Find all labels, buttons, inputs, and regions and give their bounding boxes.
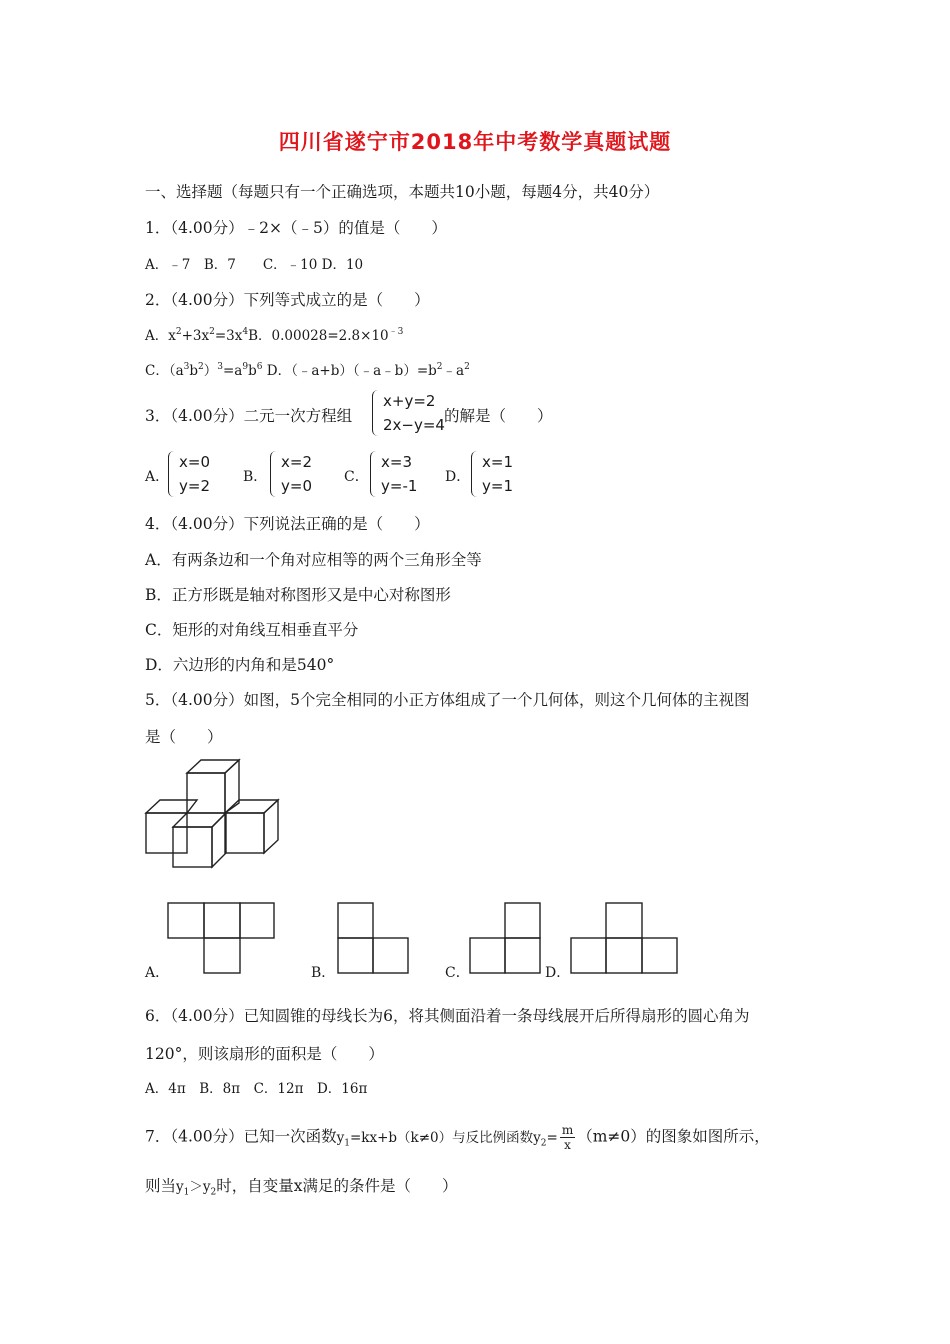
q7-stem-line1	[145, 1123, 770, 1152]
q5-option-a-figure	[166, 901, 276, 975]
q3-b-y: y=0	[281, 477, 312, 495]
front-cube-front-face	[173, 827, 212, 867]
top-cube-front-face	[187, 773, 225, 813]
q3-c-y: y=-1	[381, 477, 418, 495]
q3-a-y: y=2	[179, 477, 210, 495]
brace	[168, 451, 175, 497]
q7-text-b: （m≠0）的图象如图所示，	[577, 1127, 770, 1146]
q2-options-cd	[145, 359, 470, 379]
q6-options: A．4π B．8π C．12π D．16π	[145, 1081, 368, 1097]
q3-option-d	[471, 450, 513, 498]
page-title: 四川省遂宁市2018年中考数学真题试题	[278, 130, 672, 154]
q5-label-b: B．	[311, 965, 336, 981]
q3-d-x: x=1	[482, 453, 513, 471]
q7-fraction: $\frac{m}{x}$	[561, 1123, 574, 1152]
q5-label-d: D．	[545, 965, 571, 981]
square	[338, 903, 373, 938]
square	[642, 938, 677, 973]
right-cube-side-face	[264, 800, 278, 853]
q5-stem-line2: 是（ ）	[145, 728, 223, 746]
section-heading: 一、选择题（每题只有一个正确选项，本题共10小题，每题4分，共40分）	[145, 183, 660, 201]
front-cube-side-face	[212, 813, 226, 867]
right-cube-front-face	[225, 813, 264, 853]
q5-option-d-figure	[569, 901, 681, 975]
square	[571, 938, 606, 973]
q2-opt-c: C．$(a^3b^2)^3=a^9b^6$	[145, 362, 263, 379]
square	[373, 938, 408, 973]
q3-equation-system	[372, 389, 445, 437]
q4-stem: 4．（4.00分）下列说法正确的是（ ）	[145, 515, 430, 533]
q3-label-b: B．	[243, 469, 268, 485]
q3-option-b	[270, 450, 312, 498]
q5-solid-figure	[140, 755, 285, 873]
q2-options-ab	[145, 324, 403, 344]
brace	[270, 451, 277, 497]
q3-c-x: x=3	[381, 453, 412, 471]
q4-opt-b: B．正方形既是轴对称图形又是中心对称图形	[145, 586, 451, 604]
brace	[372, 390, 379, 436]
q3-stem-pre: 3．（4.00分）二元一次方程组	[145, 407, 353, 425]
q7-y2: $y_2=$	[533, 1129, 558, 1149]
square	[606, 903, 642, 938]
q3-label-c: C．	[344, 469, 369, 485]
q1-stem: 1．（4.00分）﹣2×（﹣5）的值是（ ）	[145, 219, 447, 237]
q5-stem-line1: 5．（4.00分）如图，5个完全相同的小正方体组成了一个几何体，则这个几何体的主视图	[145, 691, 750, 709]
q3-a-x: x=0	[179, 453, 210, 471]
square	[505, 903, 540, 938]
q7-stem-line2: 则当$y_1>y_2$时，自变量x满足的条件是（ ）	[145, 1177, 458, 1198]
q4-opt-a: A．有两条边和一个角对应相等的两个三角形全等	[145, 551, 482, 569]
q2-opt-b: B．$0.00028=2.8\times 10^{﹣3}$	[248, 327, 404, 344]
q7-text-a: 7．（4.00分）已知一次函数	[145, 1127, 337, 1146]
square	[470, 938, 505, 973]
q3-option-a	[168, 450, 210, 498]
square	[204, 938, 240, 973]
square	[338, 938, 373, 973]
q2-opt-d: D．$(﹣a+b)(﹣a﹣b)=b^2﹣a^2$	[266, 362, 470, 379]
square	[240, 903, 274, 938]
q2-opt-a: A．$x^2+3x^2=3x^4$	[145, 327, 249, 344]
q5-label-c: C．	[445, 965, 470, 981]
q3-eq1: x+y=2	[383, 392, 436, 410]
brace	[471, 451, 478, 497]
q2-stem: 2．（4.00分）下列等式成立的是（ ）	[145, 291, 430, 309]
square	[168, 903, 204, 938]
left-cube-top-face	[146, 800, 197, 813]
square	[204, 903, 240, 938]
q3-option-c	[370, 450, 417, 498]
q3-stem-post: 的解是（ ）	[444, 407, 553, 425]
q7-y1: $y_1=kx+b(k\ne 0)$与反比例函数	[336, 1129, 534, 1149]
q5-label-a: A．	[145, 965, 170, 981]
q1-options: A．﹣7 B．7 C．﹣10 D．10	[145, 257, 364, 273]
q3-label-d: D．	[445, 469, 471, 485]
square	[606, 938, 642, 973]
q5-option-c-figure	[468, 901, 544, 975]
square	[505, 938, 540, 973]
q5-option-b-figure	[336, 901, 412, 975]
top-cube-side-face	[225, 760, 239, 813]
q4-opt-d: D．六边形的内角和是540°	[145, 656, 335, 674]
q3-d-y: y=1	[482, 477, 513, 495]
q6-stem-line2: 120°，则该扇形的面积是（ ）	[145, 1045, 384, 1063]
q4-opt-c: C．矩形的对角线互相垂直平分	[145, 621, 359, 639]
q6-stem-line1: 6．（4.00分）已知圆锥的母线长为6，将其侧面沿着一条母线展开后所得扇形的圆心角为	[145, 1007, 750, 1025]
brace	[370, 451, 377, 497]
q3-label-a: A．	[145, 469, 170, 485]
q3-b-x: x=2	[281, 453, 312, 471]
q3-eq2: 2x−y=4	[383, 416, 445, 434]
